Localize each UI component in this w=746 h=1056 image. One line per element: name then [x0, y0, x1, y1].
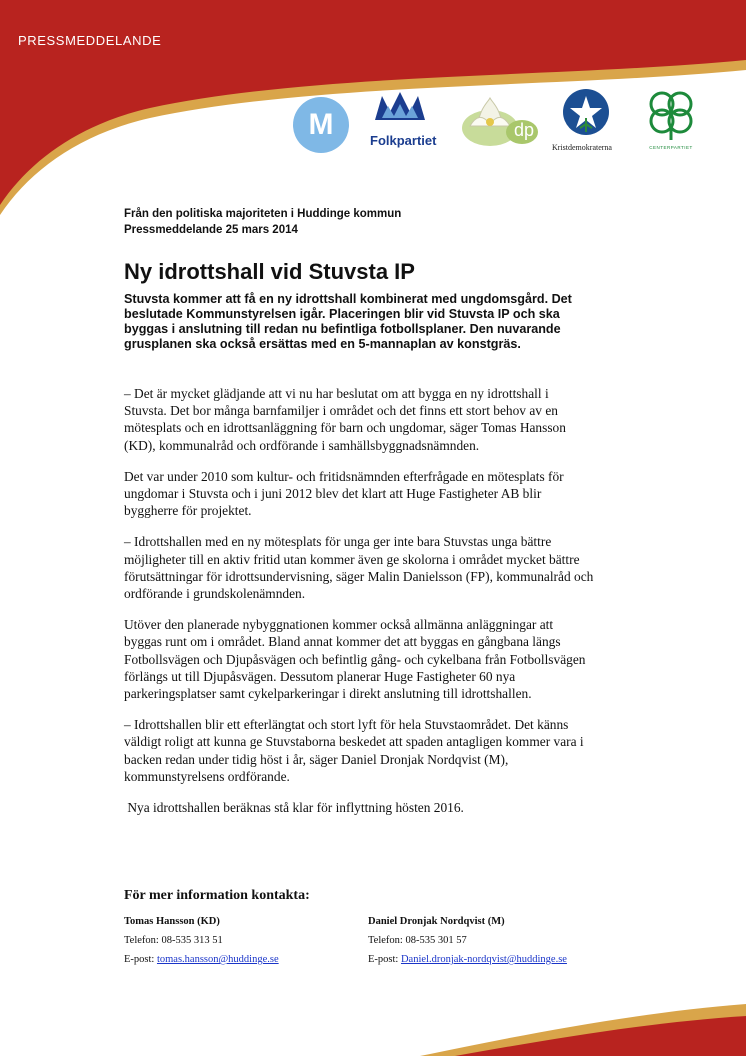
body-paragraph: Nya idrottshallen beräknas stå klar för inflyttning hösten 2016. [124, 800, 464, 816]
press-release-label: PRESSMEDDELANDE [18, 33, 162, 48]
email-label: E-post: [368, 954, 401, 965]
folkpartiet-logo [370, 90, 450, 148]
email-link[interactable]: tomas.hansson@huddinge.se [156, 954, 279, 965]
body-paragraph: Utöver den planerade nybyggnationen kommer också allmänna anläggningar att byggas runt om i området. Bland annat kommer det att byggas en gångbana längs Fotbollsvägen och Djupåsvägen och befintlig gång- och cykelbana från Fotbollsvägen förlängs ut till Djupåsvägen. Dessutom planerar Huge Fastigheter 60 nya parkeringsplatser samt cykelparkeringar i direkt anslutning till idrottshallen. [124, 617, 586, 702]
kristdemokraterna-logo [552, 88, 642, 152]
intro-block [124, 206, 401, 238]
party-logos [290, 88, 710, 158]
intro-line-2: Pressmeddelande 25 mars 2014 [124, 224, 298, 236]
page-title: Ny idrottshall vid Stuvsta IP [124, 259, 415, 284]
svg-text:M: M [308, 108, 334, 141]
intro-line-1: Från den politiska majoriteten i Huddinge kommun [124, 208, 402, 220]
body-text [124, 385, 594, 830]
email-link[interactable]: Daniel.dronjak-nordqvist@huddinge.se [400, 954, 567, 965]
moderaterna-logo [292, 96, 350, 159]
centerpartiet-logo [640, 88, 702, 150]
kristdemokraterna-text: Kristdemokraterna [552, 143, 612, 152]
body-paragraph: Det var under 2010 som kultur- och fritidsnämnden efterfrågade en mötesplats för ungdomar i Stuvsta och i juni 2012 blev det klart att Huge Fastigheter AB blir byggherre för projektet. [124, 468, 564, 519]
contact-card [368, 912, 567, 969]
folkpartiet-text: Folkpartiet [370, 133, 437, 148]
contact-email-row [124, 950, 279, 969]
contact-phone: Telefon: 08-535 313 51 [124, 935, 223, 946]
contact-email-row [368, 950, 567, 969]
body-paragraph: – Det är mycket glädjande att vi nu har beslutat om att bygga en ny idrottshall i Stuvsta. Det bor många barnfamiljer i området och det finns ett stort behov av en mötesplats och en idrottsanläggning för barn och ungdomar, säger Tomas Hansson (KD), kommunalråd och ordförande i samhällsbyggnadsnämnden. [124, 386, 566, 453]
contact-heading: För mer information kontakta: [124, 888, 310, 903]
contact-card [124, 912, 279, 969]
body-paragraph: – Idrottshallen med en ny mötesplats för unga ger inte bara Stuvstas unga bättre möjligheter till en aktiv fritid utan kommer även ge skolorna i området mycket bättre förutsättningar för idrottsundervisning, säger Malin Danielsson (FP), kommunalråd och ordförande i grundskolenämnden. [124, 534, 594, 602]
body-paragraph: – Idrottshallen blir ett efterlängtat och stort lyft för hela Stuvstaområdet. Det känns väldigt roligt att kunna ge Stuvstaborna beskedet att spaden antagligen kommer vara i backen redan under tidig höst i år, säger Daniel Dronjak Nordqvist (M), kommunstyrelsens ordförande. [124, 717, 584, 784]
email-label: E-post: [124, 954, 157, 965]
centerpartiet-text: CENTERPARTIET [649, 145, 693, 150]
huddingepartiet-logo [460, 94, 540, 157]
contact-name: Daniel Dronjak Nordqvist (M) [368, 916, 505, 927]
lead-paragraph: Stuvsta kommer att få en ny idrottshall kombinerat med ungdomsgård. Det beslutade Kommunstyrelsen igår. Placeringen blir vid Stuvsta IP och ska byggas i anslutning till redan nu befintliga fotbollsplaner. Den nuvarande grusplanen ska också ersättas med en 5-mannaplan av konstgräs. [124, 292, 572, 351]
contact-name: Tomas Hansson (KD) [124, 916, 220, 927]
huddingepartiet-text: dp [514, 120, 535, 140]
contact-phone: Telefon: 08-535 301 57 [368, 935, 467, 946]
